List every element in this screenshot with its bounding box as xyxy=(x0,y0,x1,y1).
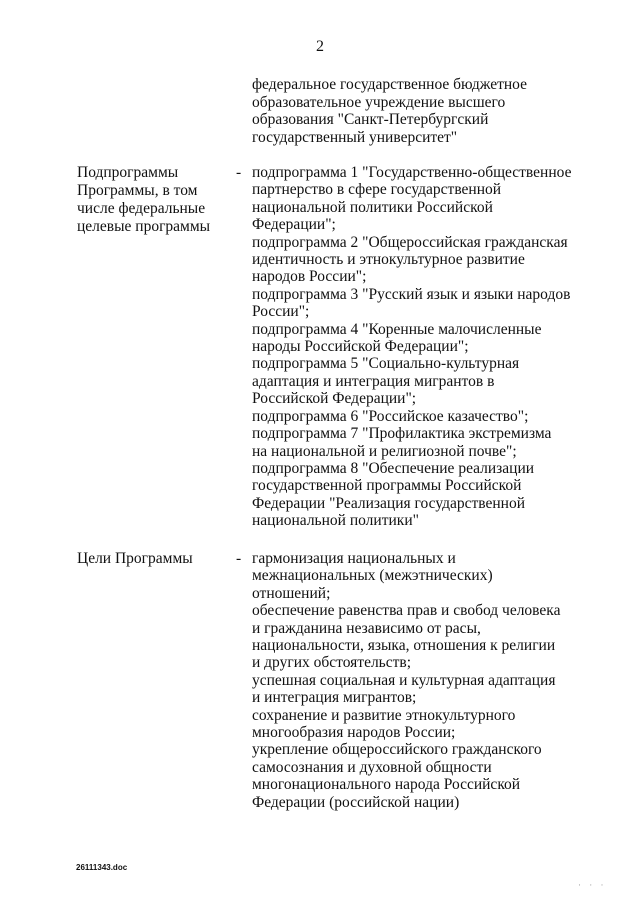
body-line: многообразия народов России; xyxy=(252,724,456,742)
body-line: национальной политики Российской xyxy=(252,198,493,216)
body-line: на национальной и религиозной почве"; xyxy=(252,442,517,460)
body-line: партнерство в сфере государственной xyxy=(252,181,502,199)
intro-line: образования "Санкт-Петербургский xyxy=(252,111,489,128)
goals-label xyxy=(77,550,227,568)
body-line: Российской Федерации"; xyxy=(252,390,417,408)
body-line: успешная социальная и культурная адаптация xyxy=(252,671,556,689)
label-line: числе федеральные xyxy=(77,200,206,217)
body-line: народы Российской Федерации"; xyxy=(252,338,469,356)
body-line: народов России"; xyxy=(252,268,367,286)
body-line: подпрограмма 5 "Социально-культурная xyxy=(252,355,520,373)
body-line: подпрограмма 4 "Коренные малочисленные xyxy=(252,320,542,338)
body-line: национальной политики" xyxy=(252,512,419,530)
subprograms-dash: - xyxy=(236,164,242,181)
body-line: подпрограмма 3 "Русский язык и языки народов xyxy=(252,285,571,303)
body-line: отношений; xyxy=(252,584,331,602)
body-line: Федерации (российской нации) xyxy=(252,793,460,811)
body-line: подпрограмма 7 "Профилактика экстремизма xyxy=(252,425,552,443)
body-line: России"; xyxy=(252,303,310,321)
label-line: Цели Программы xyxy=(77,550,193,567)
body-line: подпрограмма 6 "Российское казачество"; xyxy=(252,407,529,425)
body-line: Федерации "Реализация государственной xyxy=(252,494,525,512)
body-line: укрепление общероссийского гражданского xyxy=(252,741,542,759)
subprograms-label xyxy=(77,164,227,236)
body-line: Федерации"; xyxy=(252,216,336,234)
body-line: сохранение и развитие этнокультурного xyxy=(252,706,516,724)
intro-line: образовательное учреждение высшего xyxy=(252,93,506,111)
intro-line: федеральное государственное бюджетное xyxy=(252,76,527,93)
body-line: самосознания и духовной общности xyxy=(252,758,492,776)
intro-continuation xyxy=(252,76,582,146)
label-line: Программы, в том xyxy=(77,182,198,199)
body-line: подпрограмма 8 "Обеспечение реализации xyxy=(252,459,535,477)
document-file-code: 26111343.doc xyxy=(76,863,128,872)
body-line: и гражданина независимо от расы, xyxy=(252,619,481,637)
body-line: и интеграция мигрантов; xyxy=(252,689,417,707)
body-line: национальности, языка, отношения к религии xyxy=(252,637,556,655)
body-line: адаптация и интеграция мигрантов в xyxy=(252,372,495,390)
intro-line: государственный университет" xyxy=(252,128,458,146)
label-line: Подпрограммы xyxy=(77,164,179,181)
subprograms-body xyxy=(252,164,592,530)
goals-body xyxy=(252,550,592,811)
scan-artifact: · · · xyxy=(578,880,607,890)
goals-dash: - xyxy=(236,550,242,567)
page-number: 2 xyxy=(316,38,324,55)
body-line: подпрограмма 1 "Государственно-общественное xyxy=(252,164,572,181)
body-line: идентичность и этнокультурное развитие xyxy=(252,251,525,269)
body-line: государственной программы Российской xyxy=(252,477,522,495)
body-line: и других обстоятельств; xyxy=(252,654,412,672)
body-line: межнациональных (межэтнических) xyxy=(252,567,493,585)
body-line: подпрограмма 2 "Общероссийская гражданская xyxy=(252,233,568,251)
label-line: целевые программы xyxy=(77,218,211,235)
body-line: гармонизация национальных и xyxy=(252,550,456,567)
body-line: обеспечение равенства прав и свобод человека xyxy=(252,602,561,620)
body-line: многонационального народа Российской xyxy=(252,776,521,794)
